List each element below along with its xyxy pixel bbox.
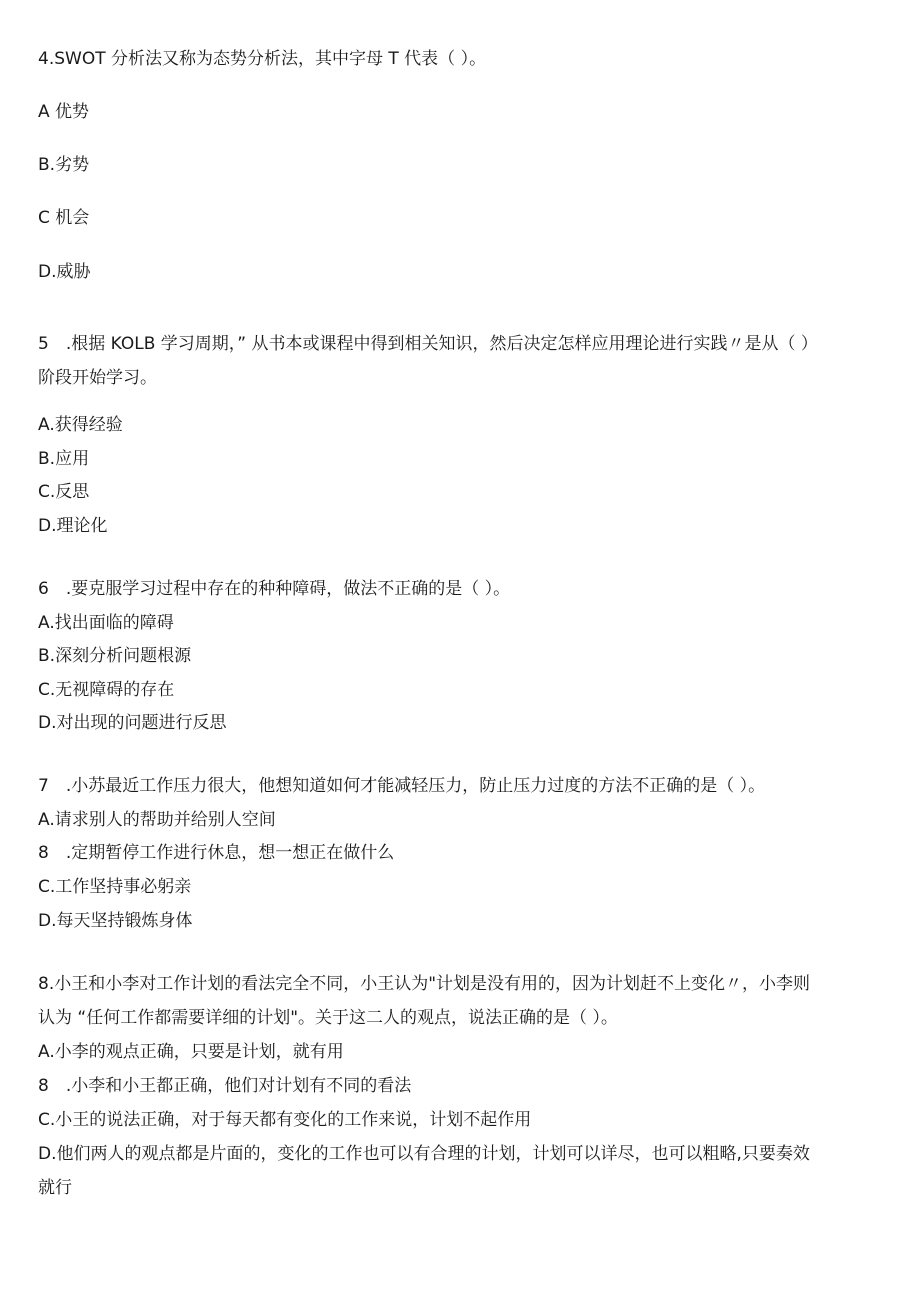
question-7-option-d: D.每天坚持锻炼身体: [38, 911, 193, 931]
question-8-option-d-line-2: 就行: [38, 1178, 72, 1198]
question-6-option-c: C.无视障碍的存在: [38, 680, 175, 700]
question-8-option-c: C.小王的说法正确，对于每天都有变化的工作来说，计划不起作用: [38, 1110, 532, 1130]
question-7-stem: 7 .小苏最近工作压力很大，他想知道如何才能减轻压力，防止压力过度的方法不正确的是（ ）。: [38, 776, 766, 796]
question-4-option-d: D.威胁: [38, 262, 91, 282]
question-6-stem: 6 .要克服学习过程中存在的种种障碍，做法不正确的是（ ）。: [38, 579, 511, 599]
question-8-option-a: A.小李的观点正确，只要是计划，就有用: [38, 1042, 344, 1062]
question-8-option-d-line-1: D.他们两人的观点都是片面的，变化的工作也可以有合理的计划，计划可以详尽，也可以粗略,只要奏效: [38, 1144, 810, 1164]
question-5-stem-line-2: 阶段开始学习。: [38, 368, 157, 388]
question-7-option-b: 8 .定期暂停工作进行休息，想一想正在做什么: [38, 843, 395, 863]
question-4-stem: 4.SWOT 分析法又称为态势分析法，其中字母 T 代表（ ）。: [38, 49, 487, 69]
question-5-option-d: D.理论化: [38, 516, 108, 536]
question-8-option-b: 8 .小李和小王都正确，他们对计划有不同的看法: [38, 1076, 412, 1096]
question-5-option-b: B.应用: [38, 449, 90, 469]
question-4-option-a: A 优势: [38, 102, 90, 122]
question-6-option-b: B.深刻分析问题根源: [38, 646, 192, 666]
question-5-stem-line-1: 5 .根据 KOLB 学习周期，” 从书本或课程中得到相关知识，然后决定怎样应用理论进行实践〃是从（ ）: [38, 334, 818, 354]
question-6-option-a: A.找出面临的障碍: [38, 613, 174, 633]
question-8-stem-line-2: 认为 “任何工作都需要详细的计划"。关于这二人的观点，说法正确的是（ ）。: [38, 1008, 618, 1028]
question-5-option-c: C.反思: [38, 482, 90, 502]
question-7-option-c: C.工作坚持事必躬亲: [38, 877, 192, 897]
question-4-option-b: B.劣势: [38, 155, 90, 175]
question-7-option-a: A.请求别人的帮助并给别人空间: [38, 810, 276, 830]
question-5-option-a: A.获得经验: [38, 415, 123, 435]
question-6-option-d: D.对出现的问题进行反思: [38, 713, 227, 733]
question-4-option-c: C 机会: [38, 208, 90, 228]
question-8-stem-line-1: 8.小王和小李对工作计划的看法完全不同，小王认为"计划是没有用的，因为计划赶不上变化〃，小李则: [38, 974, 811, 994]
